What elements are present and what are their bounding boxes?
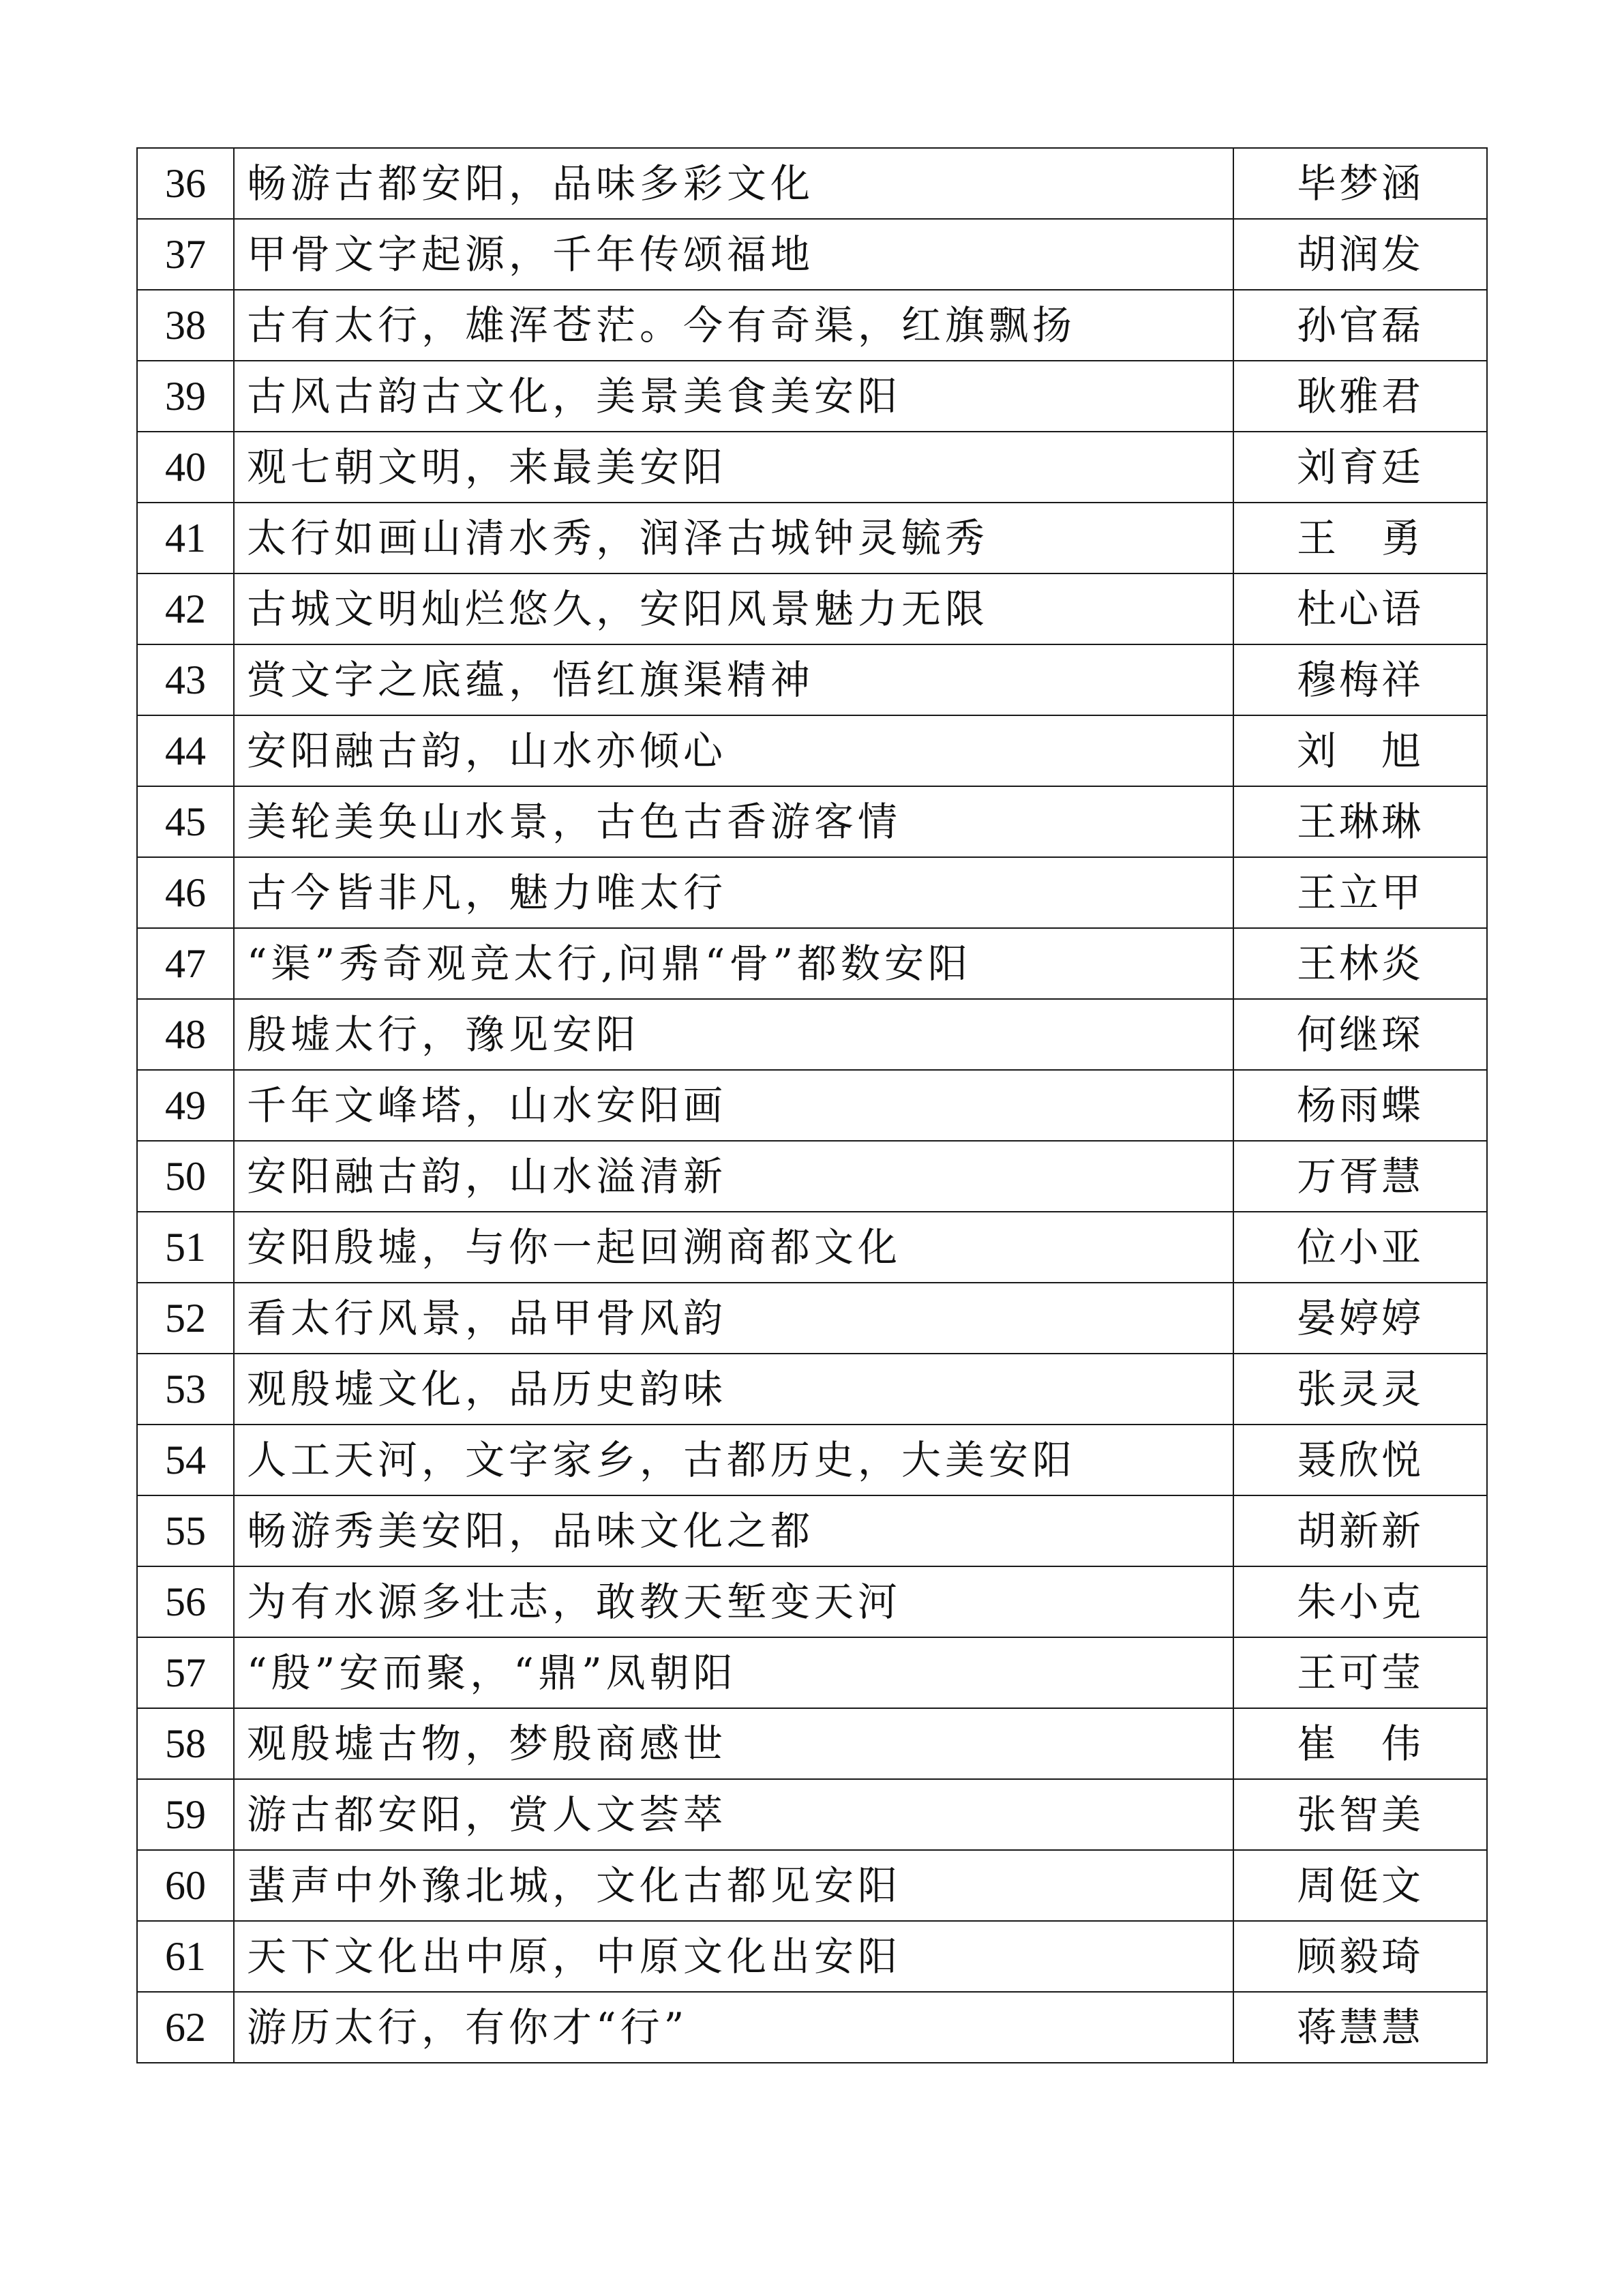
entry-slogan: 游古都安阳，赏人文荟萃 <box>234 1779 1233 1850</box>
entry-number: 48 <box>137 999 234 1070</box>
entry-number: 59 <box>137 1779 234 1850</box>
entry-slogan: 太行如画山清水秀，润泽古城钟灵毓秀 <box>234 503 1233 573</box>
entry-number: 62 <box>137 1992 234 2063</box>
entry-number: 46 <box>137 857 234 928</box>
table-row <box>137 1992 1487 2063</box>
table-row <box>137 1212 1487 1283</box>
entry-slogan: 千年文峰塔，山水安阳画 <box>234 1070 1233 1141</box>
table-row <box>137 503 1487 573</box>
table-row <box>137 1566 1487 1637</box>
entry-author: 王琳琳 <box>1233 786 1487 857</box>
entry-author: 耿雅君 <box>1233 361 1487 432</box>
table-row <box>137 999 1487 1070</box>
entry-number: 36 <box>137 148 234 219</box>
entry-author: 崔 伟 <box>1233 1708 1487 1779</box>
entry-slogan: 游历太行，有你才“行” <box>234 1992 1233 2063</box>
entry-author: 穆梅祥 <box>1233 644 1487 715</box>
entries-table <box>136 147 1488 2063</box>
entry-slogan: 古城文明灿烂悠久，安阳风景魅力无限 <box>234 573 1233 644</box>
entry-author: 位小亚 <box>1233 1212 1487 1283</box>
table-row <box>137 290 1487 361</box>
entry-author: 张智美 <box>1233 1779 1487 1850</box>
entry-author: 顾毅琦 <box>1233 1921 1487 1992</box>
entry-slogan: “渠”秀奇观竞太行,问鼎“骨”都数安阳 <box>234 928 1233 999</box>
entry-author: 晏婷婷 <box>1233 1283 1487 1354</box>
entry-number: 58 <box>137 1708 234 1779</box>
entry-slogan: 观殷墟文化，品历史韵味 <box>234 1354 1233 1425</box>
entry-number: 37 <box>137 219 234 290</box>
entry-author: 万胥慧 <box>1233 1141 1487 1212</box>
entry-author: 毕梦涵 <box>1233 148 1487 219</box>
entry-slogan: 畅游古都安阳，品味多彩文化 <box>234 148 1233 219</box>
entry-author: 张灵灵 <box>1233 1354 1487 1425</box>
table-row <box>137 928 1487 999</box>
table-row <box>137 1425 1487 1495</box>
entry-number: 40 <box>137 432 234 503</box>
table-row <box>137 1283 1487 1354</box>
entry-number: 47 <box>137 928 234 999</box>
entry-slogan: 畅游秀美安阳，品味文化之都 <box>234 1495 1233 1566</box>
table-row <box>137 1141 1487 1212</box>
entry-number: 54 <box>137 1425 234 1495</box>
entry-author: 杨雨蝶 <box>1233 1070 1487 1141</box>
entry-slogan: 安阳融古韵，山水溢清新 <box>234 1141 1233 1212</box>
table-row <box>137 1495 1487 1566</box>
table-row <box>137 148 1487 219</box>
entry-slogan: 古风古韵古文化，美景美食美安阳 <box>234 361 1233 432</box>
entry-author: 王林炎 <box>1233 928 1487 999</box>
entry-number: 44 <box>137 715 234 786</box>
entry-author: 聂欣悦 <box>1233 1425 1487 1495</box>
entry-number: 55 <box>137 1495 234 1566</box>
entry-slogan: 美轮美奂山水景，古色古香游客情 <box>234 786 1233 857</box>
entry-number: 50 <box>137 1141 234 1212</box>
entry-number: 61 <box>137 1921 234 1992</box>
entry-author: 杜心语 <box>1233 573 1487 644</box>
entry-slogan: 安阳殷墟，与你一起回溯商都文化 <box>234 1212 1233 1283</box>
entry-number: 45 <box>137 786 234 857</box>
entry-slogan: 为有水源多壮志，敢教天堑变天河 <box>234 1566 1233 1637</box>
table-row <box>137 857 1487 928</box>
entry-slogan: 蜚声中外豫北城，文化古都见安阳 <box>234 1850 1233 1921</box>
entry-number: 56 <box>137 1566 234 1637</box>
entry-author: 何继琛 <box>1233 999 1487 1070</box>
entry-author: 朱小克 <box>1233 1566 1487 1637</box>
entry-number: 57 <box>137 1637 234 1708</box>
entry-author: 刘 旭 <box>1233 715 1487 786</box>
entry-author: 王立甲 <box>1233 857 1487 928</box>
table-row <box>137 1779 1487 1850</box>
entry-author: 周侹文 <box>1233 1850 1487 1921</box>
entry-number: 52 <box>137 1283 234 1354</box>
entry-author: 王 勇 <box>1233 503 1487 573</box>
entry-slogan: 观殷墟古物，梦殷商感世 <box>234 1708 1233 1779</box>
entry-slogan: 殷墟太行，豫见安阳 <box>234 999 1233 1070</box>
entry-slogan: 天下文化出中原，中原文化出安阳 <box>234 1921 1233 1992</box>
entry-slogan: 甲骨文字起源，千年传颂福地 <box>234 219 1233 290</box>
entry-author: 胡新新 <box>1233 1495 1487 1566</box>
entry-slogan: 安阳融古韵，山水亦倾心 <box>234 715 1233 786</box>
table-row <box>137 786 1487 857</box>
entry-number: 49 <box>137 1070 234 1141</box>
table-row <box>137 573 1487 644</box>
table-row <box>137 715 1487 786</box>
entry-number: 38 <box>137 290 234 361</box>
table-row <box>137 644 1487 715</box>
table-row <box>137 361 1487 432</box>
entry-number: 51 <box>137 1212 234 1283</box>
table-row <box>137 432 1487 503</box>
entry-number: 60 <box>137 1850 234 1921</box>
entry-number: 39 <box>137 361 234 432</box>
entry-slogan: “殷”安而聚，“鼎”凤朝阳 <box>234 1637 1233 1708</box>
entry-slogan: 人工天河，文字家乡，古都历史，大美安阳 <box>234 1425 1233 1495</box>
entry-number: 53 <box>137 1354 234 1425</box>
entry-author: 蒋慧慧 <box>1233 1992 1487 2063</box>
entries-table-body <box>137 148 1487 2063</box>
entry-slogan: 古有太行，雄浑苍茫。今有奇渠，红旗飘扬 <box>234 290 1233 361</box>
entry-slogan: 看太行风景，品甲骨风韵 <box>234 1283 1233 1354</box>
entry-author: 孙官磊 <box>1233 290 1487 361</box>
entry-number: 42 <box>137 573 234 644</box>
table-row <box>137 219 1487 290</box>
entry-slogan: 古今皆非凡，魅力唯太行 <box>234 857 1233 928</box>
table-row <box>137 1921 1487 1992</box>
entry-number: 43 <box>137 644 234 715</box>
entry-number: 41 <box>137 503 234 573</box>
table-row <box>137 1070 1487 1141</box>
table-row <box>137 1354 1487 1425</box>
table-row <box>137 1637 1487 1708</box>
table-row <box>137 1850 1487 1921</box>
table-row <box>137 1708 1487 1779</box>
entry-slogan: 赏文字之底蕴，悟红旗渠精神 <box>234 644 1233 715</box>
entry-slogan: 观七朝文明，来最美安阳 <box>234 432 1233 503</box>
entry-author: 胡润发 <box>1233 219 1487 290</box>
entry-author: 王可莹 <box>1233 1637 1487 1708</box>
entry-author: 刘育廷 <box>1233 432 1487 503</box>
